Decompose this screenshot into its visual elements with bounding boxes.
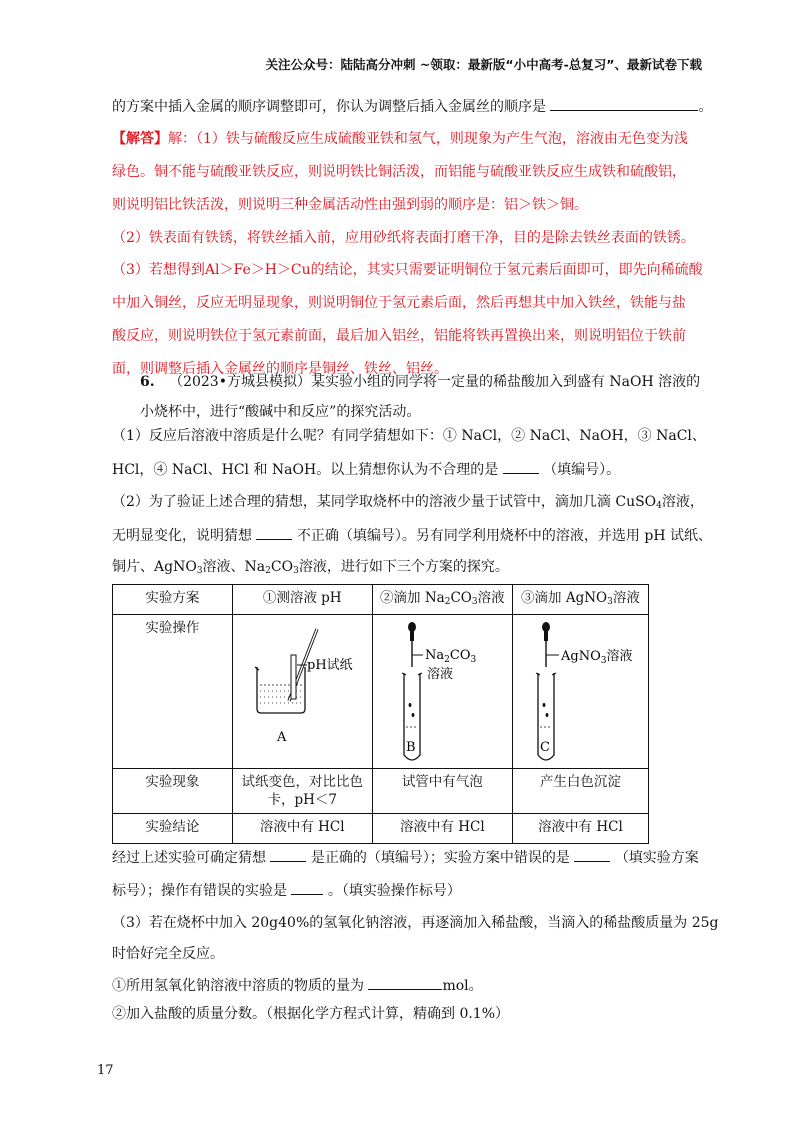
table-row xyxy=(113,615,649,769)
text: 。 xyxy=(698,99,713,115)
subscript: 3 xyxy=(470,655,477,665)
figure-c-cell xyxy=(512,615,648,769)
answer-tag: 【解答】 xyxy=(112,131,168,147)
subscript: 3 xyxy=(293,566,299,576)
row-header: 实验方案 xyxy=(113,585,233,615)
answer-blank xyxy=(550,96,698,111)
text: 的方案中插入金属的顺序调整即可，你认为调整后插入金属丝的顺序是 xyxy=(112,99,546,115)
table-row xyxy=(113,769,649,814)
answer-blank xyxy=(270,847,306,862)
figure-letter-b: B xyxy=(406,740,416,755)
text: （填实验方案 xyxy=(614,850,699,866)
text: 是正确的（填编号）；实验方案中错误的是 xyxy=(310,850,570,866)
text: 溶液 xyxy=(612,590,640,606)
question-6-part3: （3）若在烧杯中加入 20g40%的氢氧化钠溶液，再逐滴加入稀盐酸，当滴入的稀盐酸质量为 25g xyxy=(112,915,719,931)
question-6-part2 xyxy=(112,557,509,577)
text: 溶液，进行如下三个方案的探究。 xyxy=(298,559,509,575)
question-6-part2 xyxy=(112,525,712,546)
figure-b-cell xyxy=(372,615,512,769)
dropper-test-tube-figure xyxy=(515,615,645,763)
row-header: 实验现象 xyxy=(113,769,233,814)
answer-blank xyxy=(503,459,539,474)
question-tail-line xyxy=(112,96,712,117)
conclusion-3-cell: 溶液中有 HCl xyxy=(512,814,648,844)
text: （2）为了验证上述合理的猜想，某同学取烧杯中的溶液少量于试管中，滴加几滴 CuSO xyxy=(112,494,657,510)
row-header: 实验结论 xyxy=(113,814,233,844)
text: 解：（1）铁与硫酸反应生成硫酸亚铁和氢气，则现象为产生气泡，溶液由无色变为浅 xyxy=(168,131,688,147)
answer-line: 面，则调整后插入金属丝的顺序是铜丝、铁丝、铝丝。 xyxy=(112,361,448,377)
figure-letter-c: C xyxy=(540,740,551,755)
text: （2023•方城县模拟）某实验小组的同学将一定量的稀盐酸加入到盛有 NaOH 溶液的 xyxy=(169,374,701,390)
question-6-line xyxy=(140,372,700,392)
text: 。（填实验操作标号） xyxy=(327,883,461,899)
table-row xyxy=(113,585,649,615)
subscript: 3 xyxy=(601,656,607,666)
phenomenon-3-cell: 产生白色沉淀 xyxy=(512,769,648,814)
page-header: 关注公众号：陆陆高分冲刺 ~领取：最新版“小中高考-总复习”、最新试卷下载 xyxy=(265,57,702,72)
subscript: 2 xyxy=(444,655,451,665)
question-6-line: 小烧杯中，进行“酸碱中和反应”的探究活动。 xyxy=(140,404,421,420)
question-6-part1: （1）反应后溶液中溶质是什么呢？有同学猜想如下：① NaCl，② NaCl、NaOH，③ NaCl、 xyxy=(112,428,706,444)
subscript: 2 xyxy=(265,566,271,576)
figure-a-cell xyxy=(232,615,372,769)
phenomenon-1-cell xyxy=(232,769,372,814)
question-6-part3: 时恰好完全反应。 xyxy=(112,946,224,962)
plan-1-cell: ①测溶液 pH xyxy=(232,585,372,615)
reagent-label xyxy=(425,648,476,665)
figure-letter-a: A xyxy=(277,730,287,745)
table-row xyxy=(113,814,649,844)
row-header: 实验操作 xyxy=(113,615,233,769)
phenomenon-2-cell: 试管中有气泡 xyxy=(372,769,512,814)
text: 不正确（填编号）。另有同学利用烧杯中的溶液，并选用 pH 试纸、 xyxy=(296,528,712,544)
text: 溶液 xyxy=(606,649,633,664)
subscript: 3 xyxy=(471,597,478,607)
answer-line: 中加入铜丝，反应无明显现象，则说明铜位于氢元素后面，然后再想其中加入铁丝，铁能与盐 xyxy=(112,295,686,311)
text: mol。 xyxy=(442,978,483,994)
text: （填编号）。 xyxy=(543,462,621,478)
text: 标号）；操作有错误的实验是 xyxy=(112,883,287,899)
text: 溶液 xyxy=(477,590,505,606)
reagent-label: 溶液 xyxy=(427,667,454,682)
question-6-part3: ②加入盐酸的质量分数。（根据化学方程式计算，精确到 0.1%） xyxy=(112,1006,510,1022)
subscript: 3 xyxy=(607,597,613,607)
answer-blank xyxy=(291,880,323,895)
conclusion-1-cell: 溶液中有 HCl xyxy=(232,814,372,844)
beaker-ph-paper-figure xyxy=(235,615,369,763)
reagent-label xyxy=(560,648,633,666)
text: ①所用氢氧化钠溶液中溶质的物质的量为 xyxy=(112,978,364,994)
text: 经过上述实验可确定猜想 xyxy=(112,850,266,866)
text: CO xyxy=(270,559,294,575)
answer-line: （3）若想得到Al＞Fe＞H＞Cu的结论，其实只需要证明铜位于氢元素后面即可，即先向稀硫酸 xyxy=(112,262,703,278)
ph-paper-label: pH试纸 xyxy=(307,658,353,673)
answer-line xyxy=(112,129,688,149)
answer-line: 绿色。铜不能与硫酸亚铁反应，则说明铁比铜活泼，而铝能与硫酸亚铁反应生成铁和硫酸铝， xyxy=(112,164,686,180)
text: 卡，pH＜7 xyxy=(267,792,337,808)
question-6-part1 xyxy=(112,459,620,480)
question-6-part3 xyxy=(112,975,483,996)
text: 溶液， xyxy=(661,494,704,510)
text: 铜片、AgNO xyxy=(112,559,197,575)
text: ②滴加 Na xyxy=(380,590,445,606)
subscript: 4 xyxy=(656,501,662,511)
text: 无明显变化，说明猜想 xyxy=(112,528,252,544)
text: ③滴加 AgNO xyxy=(521,590,608,606)
text: CO xyxy=(450,590,472,606)
after-table-line xyxy=(112,847,699,868)
text: HCl，④ NaCl、HCl 和 NaOH。以上猜想你认为不合理的是 xyxy=(112,462,499,478)
text: CO xyxy=(450,648,471,663)
question-6-part2 xyxy=(112,492,704,512)
answer-line: 则说明铝比铁活泼，则说明三种金属活动性由强到弱的顺序是：铝＞铁＞铜。 xyxy=(112,197,588,213)
answer-blank xyxy=(256,525,292,540)
answer-blank xyxy=(368,975,442,990)
experiment-table xyxy=(112,584,649,844)
text: 溶液、Na xyxy=(202,559,266,575)
plan-3-cell xyxy=(512,585,648,615)
question-number: 6. xyxy=(140,374,155,390)
page-number: 17 xyxy=(97,1063,114,1078)
answer-line: （2）铁表面有铁锈，将铁丝插入前，应用砂纸将表面打磨干净，目的是除去铁丝表面的铁锈。 xyxy=(112,230,695,246)
subscript: 3 xyxy=(196,566,203,576)
after-table-line xyxy=(112,880,461,901)
text: AgNO xyxy=(561,649,602,664)
conclusion-2-cell: 溶液中有 HCl xyxy=(372,814,512,844)
text: Na xyxy=(425,648,445,663)
dropper-test-tube-figure xyxy=(375,615,509,763)
subscript: 2 xyxy=(444,597,451,607)
answer-blank xyxy=(574,847,610,862)
plan-2-cell xyxy=(372,585,512,615)
answer-line: 酸反应，则说明铁位于氢元素前面，最后加入铝丝，铝能将铁再置换出来，则说明铝位于铁前 xyxy=(112,328,686,344)
text: 试纸变色，对比比色 xyxy=(241,774,363,790)
